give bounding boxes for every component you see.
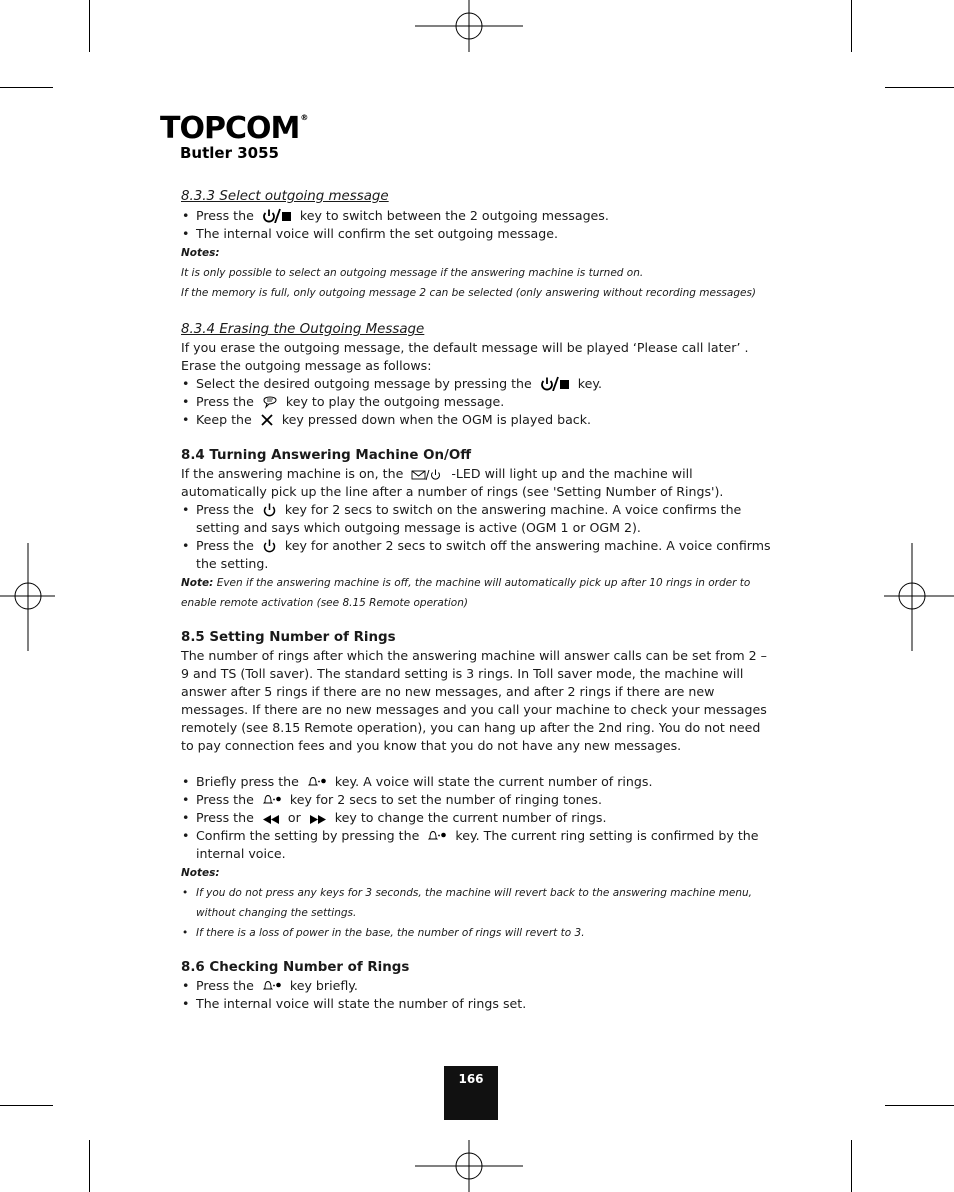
- list-item: • If you do not press any keys for 3 seconds, the machine will revert back to the answering machine menu, without changing the settings.: [181, 883, 776, 923]
- crop-mark: [89, 1140, 90, 1192]
- list-item: • The internal voice will state the number of rings set.: [181, 995, 776, 1013]
- list-item: • The internal voice will confirm the set outgoing message.: [181, 225, 776, 243]
- paragraph: If you erase the outgoing message, the default message will be played ‘Please call later’ .: [181, 340, 749, 355]
- section-heading: 8.6 Checking Number of Rings: [181, 960, 410, 975]
- registration-mark: [884, 543, 954, 653]
- section-heading: 8.4 Turning Answering Machine On/Off: [181, 448, 472, 463]
- list-item: • Briefly press the key. A voice will state the current number of rings.: [181, 773, 776, 791]
- list-item: • Press the key for 2 secs to switch on the answering machine. A voice confirms the setting and says which outgoing message is active (OGM 1 or OGM 2).: [181, 501, 776, 537]
- crop-mark: [885, 1105, 954, 1106]
- fast-forward-icon: [309, 814, 327, 825]
- note-text: If the memory is full, only outgoing message 2 can be selected (only answering without recording messages): [181, 287, 757, 299]
- play-bubble-icon: [262, 394, 278, 409]
- brand-logo: TOPCOM®: [160, 111, 308, 146]
- list-item: • Press the or key to change the current number of rings.: [181, 809, 776, 827]
- section-heading: 8.5 Setting Number of Rings: [181, 630, 396, 645]
- registration-mark: [415, 1140, 525, 1192]
- list-item: • Select the desired outgoing message by pressing the key.: [181, 375, 776, 393]
- bullet-list: [181, 207, 776, 243]
- bullet-list: [181, 773, 776, 863]
- paragraph: The number of rings after which the answering machine will answer calls can be set from 2 – 9 and TS (Toll saver). The standard setting is 3 rings. In Toll saver mode, the machine will answer after 5 rings if there are no new messages, and after 2 rings if there are new messages. If there are no new messages and you call your machine to check your messages remotely (see 8.15 Remote operation), you can hang up after the 2nd ring. You do not need to pay connection fees and you know that you do not have any new messages.: [181, 648, 767, 753]
- bullet-list: [181, 375, 776, 429]
- note-text: It is only possible to select an outgoing message if the answering machine is turned on.: [181, 267, 644, 279]
- paragraph: If the answering machine is on, the -LED will light up and the machine will automatically pick up the line after a number of rings (see 'Setting Number of Rings').: [181, 466, 724, 499]
- bullet-list: [181, 977, 776, 1013]
- power-stop-icon: [540, 376, 570, 391]
- crop-mark: [885, 87, 954, 88]
- x-icon: [260, 413, 274, 427]
- list-item: • Confirm the setting by pressing the key. The current ring setting is confirmed by the internal voice.: [181, 827, 776, 863]
- list-item: • Press the key to play the outgoing message.: [181, 393, 776, 411]
- section-heading: 8.3.3 Select outgoing message: [181, 189, 389, 204]
- page-content: [181, 187, 776, 1013]
- list-item: • Keep the key pressed down when the OGM is played back.: [181, 411, 776, 429]
- crop-mark: [89, 0, 90, 52]
- bell-dot-icon: [307, 776, 327, 789]
- registration-mark: [415, 0, 525, 55]
- rewind-icon: [262, 814, 280, 825]
- list-item: • Press the key briefly.: [181, 977, 776, 995]
- bell-dot-icon: [262, 980, 282, 993]
- power-stop-icon: [262, 208, 292, 223]
- crop-mark: [851, 1140, 852, 1192]
- envelope-power-icon: [411, 468, 443, 481]
- note-text: Note: Even if the answering machine is off, the machine will automatically pick up after 10 rings in order to enable remote activation (see 8.15 Remote operation): [181, 577, 751, 609]
- bell-dot-icon: [427, 830, 447, 843]
- list-item: • Press the key for another 2 secs to switch off the answering machine. A voice confirms the setting.: [181, 537, 776, 573]
- crop-mark: [851, 0, 852, 52]
- paragraph: Erase the outgoing message as follows:: [181, 358, 432, 373]
- bullet-list: [181, 883, 776, 943]
- product-name: Butler 3055: [180, 144, 279, 162]
- crop-mark: [0, 1105, 53, 1106]
- list-item: • Press the key for 2 secs to set the number of ringing tones.: [181, 791, 776, 809]
- list-item: • Press the key to switch between the 2 outgoing messages.: [181, 207, 776, 225]
- list-item: • If there is a loss of power in the base, the number of rings will revert to 3.: [181, 923, 776, 943]
- power-icon: [262, 502, 277, 517]
- notes-label: Notes:: [181, 247, 220, 259]
- notes-label: Notes:: [181, 867, 220, 879]
- crop-mark: [0, 87, 53, 88]
- bell-dot-icon: [262, 794, 282, 807]
- bullet-list: [181, 501, 776, 573]
- section-heading: 8.3.4 Erasing the Outgoing Message: [181, 322, 425, 337]
- power-icon: [262, 538, 277, 553]
- registration-mark: [0, 543, 55, 653]
- page-number: 166: [444, 1066, 498, 1120]
